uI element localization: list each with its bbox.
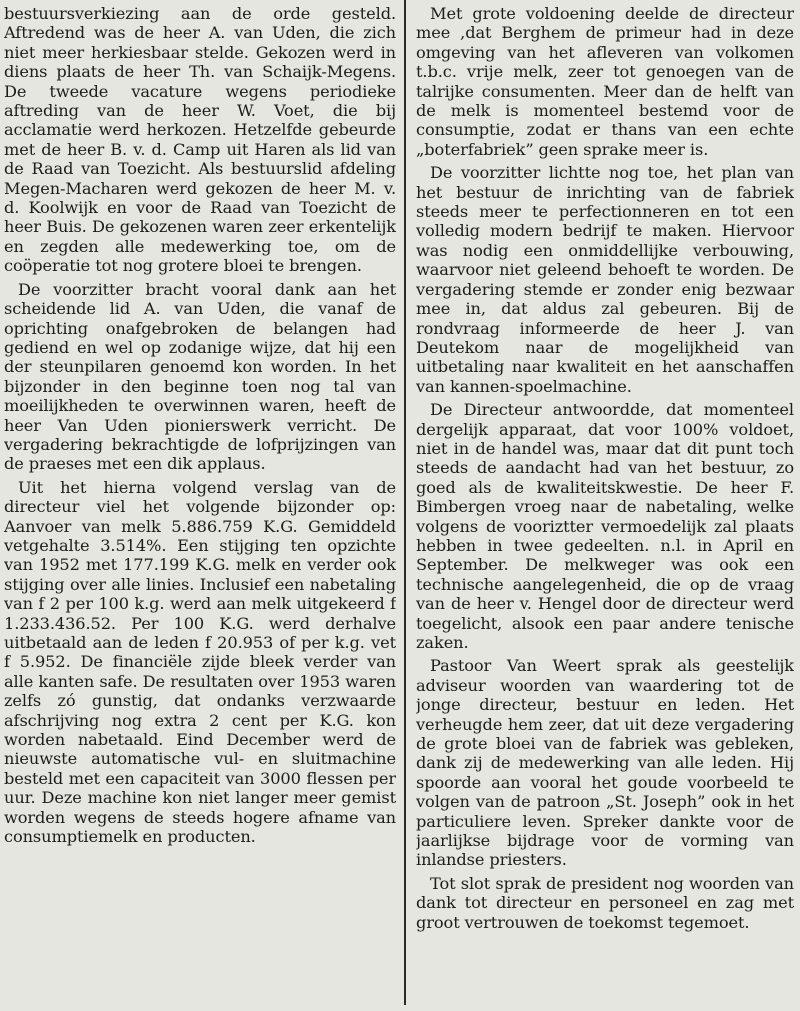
column-divider	[404, 0, 406, 1005]
right-paragraph-4: Pastoor Van Weert sprak als geestelijk adviseur woorden van waardering tot de jonge directeur, bestuur en leden. Het verheugde hem zeer, dat uit deze vergadering de grote bloei van de fabriek was gebleken, dank zij de medewerking van alle leden. Hij spoorde aan vooral het goude voorbeeld te volgen van de patroon „St. Joseph” ook in het particuliere leven. Spreker dankte voor de jaarlijkse bijdrage voor de vorming van inlandse priesters.	[416, 656, 794, 870]
right-paragraph-3: De Directeur antwoordde, dat momenteel dergelijk apparaat, dat voor 100% voldoet, niet in de handel was, maar dat dit punt toch steeds de aandacht had van het bestuur, zo goed als de kwaliteitskwestie. De heer F. Bimbergen vroeg naar de nabetaling, welke volgens de vooriztter vermoedelijk zal plaats hebben in twee gedeelten. n.l. in April en September. De melkweger was ook een technische aangelegenheid, die op de vraag van de heer v. Hengel door de directeur werd toegelicht, alsook een paar andere tenische zaken.	[416, 400, 794, 652]
right-paragraph-1: Met grote voldoening deelde de directeur mee ,dat Berghem de primeur had in deze omgeving van het afleveren van volkomen t.b.c. vrije melk, zeer tot genoegen van de talrijke consumenten. Meer dan de helft van de melk is momenteel bestemd voor de consumptie, zodat er thans van een echte „boterfabriek” geen sprake meer is.	[416, 4, 794, 159]
right-paragraph-5: Tot slot sprak de president nog woorden van dank tot directeur en personeel en zag met groot vertrouwen de toekomst tegemoet.	[416, 873, 794, 932]
left-paragraph-1: bestuursverkiezing aan de orde gesteld. Aftredend was de heer A. van Uden, die zich niet meer herkiesbaar stelde. Gekozen werd in diens plaats de heer Th. van Schaijk-Megens. De tweede vacature wegens periodieke aftreding van de heer W. Voet, die bij acclamatie werd herkozen. Hetzelfde gebeurde met de heer B. v. d. Camp uit Haren als lid van de Raad van Toezicht. Als bestuurslid afdeling Megen-Macharen werd gekozen de heer M. v. d. Koolwijk en voor de Raad van Toezicht de heer Buis. De gekozenen waren zeer erkentelijk en zegden alle medewerking toe, om de coöperatie tot nog grotere bloei te brengen.	[4, 4, 396, 276]
left-column	[4, 4, 396, 1004]
right-column	[416, 4, 794, 1004]
left-paragraph-2: De voorzitter bracht vooral dank aan het scheidende lid A. van Uden, die vanaf de oprichting onafgebroken de belangen had gediend en wel op zodanige wijze, dat hij een der steunpilaren genoemd kon worden. In het bijzonder in den beginne toen nog tal van moeilijkheden te overwinnen waren, heeft de heer Van Uden pionierswerk verricht. De vergadering bekrachtigde de lofprijzingen van de praeses met een dik applaus.	[4, 279, 396, 474]
right-paragraph-2: De voorzitter lichtte nog toe, het plan van het bestuur de inrichting van de fabriek steeds meer te perfectionneren en tot een volledig modern bedrijf te maken. Hiervoor was nodig een onmiddellijke verbouwing, waarvoor niet geleend behoeft te worden. De vergadering stemde er zonder enig bezwaar mee in, dat aldus zal gebeuren. Bij de rondvraag informeerde de heer J. van Deutekom naar de mogelijkheid van uitbetaling naar kwaliteit en het aanschaffen van kannen-spoelmachine.	[416, 163, 794, 396]
left-paragraph-3: Uit het hierna volgend verslag van de directeur viel het volgende bijzonder op: Aanvoer van melk 5.886.759 K.G. Gemiddeld vetgehalte 3.514%. Een stijging ten opzichte van 1952 met 177.199 K.G. melk en verder ook stijging over alle linies. Inclusief een nabetaling van f 2 per 100 k.g. werd aan melk uitgekeerd f 1.233.436.52. Per 100 K.G. werd derhalve uitbetaald aan de leden f 20.953 of per k.g. vet f 5.952. De financiële zijde bleek verder van alle kanten safe. De resultaten over 1953 waren zelfs zó gunstig, dat ondanks verzwaarde afschrijving nog extra 2 cent per K.G. kon worden nabetaald. Eind December werd de nieuwste automatische vul- en sluitmachine besteld met een capaciteit van 3000 flessen per uur. Deze machine kon niet langer meer gemist worden wegens de steeds hogere afname van consumptiemelk en producten.	[4, 477, 396, 847]
